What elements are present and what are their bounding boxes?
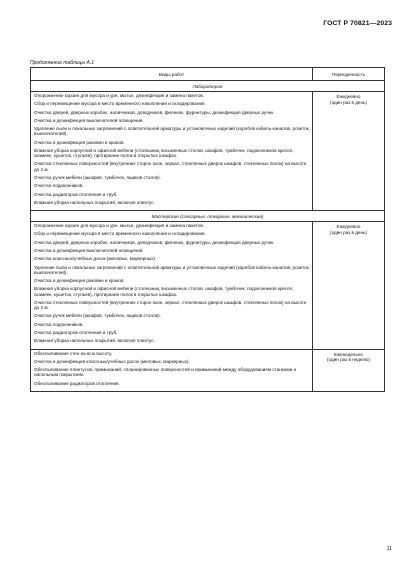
work-item: Очистка дверей, дверных коробок, наличников, доводчиков, филенок, фурнитуры, дезинфекция дверных ручек. bbox=[34, 239, 275, 245]
work-item: Очистка и дезинфекция раковин и кранов. bbox=[34, 139, 125, 145]
work-item: Очистка дверей, дверных коробок, наличников, доводчиков, филенок, фурнитуры, дезинфекция дверных ручек. bbox=[34, 109, 275, 115]
work-item: Очистка классных/учебных досок (меловых, маркерных). bbox=[34, 256, 157, 262]
frequency-line: Ежедневно bbox=[336, 94, 361, 99]
work-item: Очистка стеклянных поверхностей (внутренних сторон окон, зеркал, стеклянных дверок шкафов, стеклянных полок) на высоте до 2 м. bbox=[34, 299, 307, 311]
frequency-cell bbox=[313, 222, 385, 349]
table-continuation-label: Продолжение таблицы А.1 bbox=[30, 60, 94, 66]
group-row bbox=[31, 92, 385, 211]
work-list bbox=[31, 222, 313, 349]
work-item: Очистка подоконников. bbox=[34, 321, 84, 327]
work-item: Очистка и дезинфекция классных/учебных досок (меловых, маркерных). bbox=[34, 358, 190, 364]
column-header-frequency: Периодичность bbox=[313, 68, 385, 81]
frequency-line: Ежедневно bbox=[336, 224, 361, 230]
frequency-line: Еженедельно bbox=[334, 351, 363, 357]
section-row-laboratory bbox=[31, 81, 385, 92]
standard-code: ГОСТ Р 70821—2023 bbox=[323, 20, 392, 27]
work-item: Очистка радиаторов отопления и труб. bbox=[34, 191, 118, 197]
section-row-workshops bbox=[31, 211, 385, 222]
work-item: Очистка подоконников. bbox=[34, 183, 84, 189]
work-item: Удаление пыли и локальных загрязнений с осветительной арматуры и установочных изделий (коробов кабель-каналов, розеток, выключателей). bbox=[34, 126, 310, 137]
work-list bbox=[31, 349, 313, 391]
work-item: Обеспыливание плинтусов, примыканий, спланированных поверхностей и примыканий между оборудованием станками и напольным покрытием. bbox=[34, 367, 297, 378]
group-row bbox=[31, 349, 385, 391]
frequency-line: (один раз в неделю) bbox=[327, 357, 370, 363]
work-item: Удаление пыли и локальных загрязнений с осветительной арматуры и установочных изделий (коробов кабель-каналов, розеток, выключателей). bbox=[34, 264, 310, 275]
work-item: Очистка и дезинфекция выключателей освещения. bbox=[34, 117, 144, 123]
work-item: Обеспыливание стен на всю высоту. bbox=[34, 350, 113, 356]
column-header-work: Виды работ bbox=[31, 68, 313, 81]
table-header-row bbox=[31, 68, 385, 81]
group-row bbox=[31, 222, 385, 349]
work-item: Очистка и дезинфекция раковин и кранов. bbox=[34, 278, 125, 284]
frequency-cell bbox=[313, 349, 385, 391]
work-item: Очистка ручек мебели (шкафов, тумбочек, ящиков столов). bbox=[34, 174, 161, 180]
work-item: Очистка радиаторов отопления и труб. bbox=[34, 330, 118, 336]
works-table bbox=[30, 67, 385, 392]
work-item: Опорожнение корзин для мусора и урн, мытье, дезинфекция и замена пакетов. bbox=[34, 93, 205, 98]
page-number: 11 bbox=[386, 546, 392, 552]
section-title: Мастерские (слесарные, токарные, механические) bbox=[31, 211, 385, 222]
work-item: Влажная уборка напольных покрытий, включая плинтус. bbox=[34, 338, 155, 344]
work-item: Влажная уборка корпусной и офисной мебели (столешниц письменных столов, шкафов, тумбочек, подоконников кресел, скамеек, кушеток, стульев), протирание полок в открытых шкафах. bbox=[34, 286, 294, 297]
work-item: Обеспыливание радиаторов отопления. bbox=[34, 380, 120, 386]
frequency-line: (один раз в день) bbox=[330, 99, 367, 105]
section-title: Лаборатория bbox=[31, 81, 385, 92]
frequency-line: (один раз в день) bbox=[330, 229, 367, 235]
work-item: Очистка и дезинфекция выключателей освещения. bbox=[34, 248, 144, 254]
work-item: Очистка стеклянных поверхностей (внутренних сторон окон, зеркал, стеклянных дверок шкафов, стеклянных полок) на высоте до 2 м. bbox=[34, 161, 307, 172]
frequency-cell bbox=[313, 92, 385, 211]
work-item: Сбор и перемещение мусора в место временного накопления и складирования. bbox=[34, 101, 206, 107]
work-item: Сбор и перемещение мусора в место временного накопления и складирования. bbox=[34, 231, 206, 237]
work-list bbox=[31, 92, 313, 211]
work-item: Очистка ручек мебели (шкафов, тумбочек, ящиков столов). bbox=[34, 313, 161, 319]
work-item: Влажная уборка корпусной и офисной мебели (столешниц письменных столов, шкафов, тумбочек, подоконников кресел, скамеек, кушеток, стульев), протирание полок в открытых шкафах. bbox=[34, 147, 294, 159]
work-item: Влажная уборка напольных покрытий, включая плинтус. bbox=[34, 199, 155, 205]
work-item: Опорожнение корзин для мусора и урн, мытье, дезинфекция и замена пакетов. bbox=[34, 223, 205, 229]
